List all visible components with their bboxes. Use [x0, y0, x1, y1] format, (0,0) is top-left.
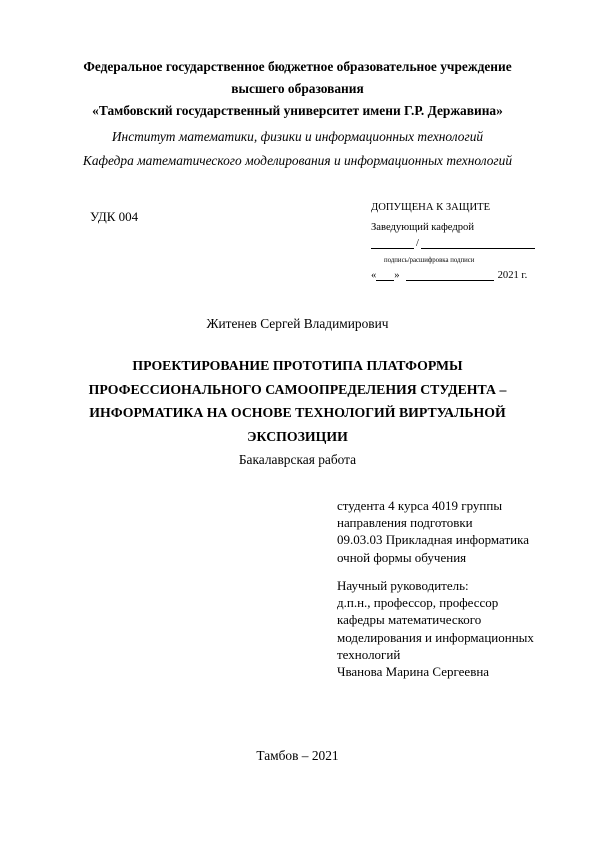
advisor-line: моделирования и информационных	[337, 629, 534, 645]
advisor-line: кафедры математического	[337, 612, 482, 628]
student-line: 09.03.03 Прикладная информатика	[337, 532, 529, 548]
city-year: Тамбов – 2021	[256, 748, 339, 763]
signature-blank	[371, 238, 414, 249]
signature-caption: подпись/расшифровка подписи	[384, 257, 475, 264]
university-name: «Тамбовский государственный университет имени Г.Р. Державина»	[92, 103, 503, 118]
approval-year: 2021 г.	[497, 270, 528, 281]
institution-line-2: высшего образования	[231, 81, 364, 96]
advisor-info	[337, 577, 534, 680]
student-line: направления подготовки	[337, 515, 473, 531]
month-blank	[406, 270, 494, 281]
title-line: ЭКСПОЗИЦИИ	[247, 428, 348, 444]
department-name: Кафедра математического моделирования и информационных технологий	[82, 153, 513, 168]
name-blank	[421, 238, 535, 249]
title-line: ИНФОРМАТИКА НА ОСНОВЕ ТЕХНОЛОГИЙ ВИРТУАЛЬНОЙ	[89, 405, 506, 420]
approval-head: Заведующий кафедрой	[371, 222, 475, 233]
thesis-title	[72, 354, 523, 448]
student-line: очной формы обучения	[337, 549, 467, 565]
title-line: ПРОЕКТИРОВАНИЕ ПРОТОТИПА ПЛАТФОРМЫ	[132, 358, 463, 373]
advisor-line: д.п.н., профессор, профессор	[337, 595, 499, 611]
work-type: Бакалаврская работа	[238, 452, 357, 467]
author-name: Житенев Сергей Владимирович	[206, 316, 389, 331]
date-close-quote: »	[394, 270, 400, 281]
signature-slash: /	[416, 238, 419, 249]
advisor-line: технологий	[337, 646, 401, 662]
signature-line	[371, 238, 535, 249]
approval-title: ДОПУЩЕНА К ЗАЩИТЕ	[371, 202, 491, 213]
advisor-line: Чванова Марина Сергеевна	[337, 664, 490, 680]
approval-date	[371, 270, 527, 281]
institute-name: Институт математики, физики и информационных технологий	[111, 129, 484, 144]
day-blank	[376, 270, 394, 281]
date-open-quote: «	[371, 270, 377, 281]
institution-line-1: Федеральное государственное бюджетное образовательное учреждение	[83, 59, 512, 74]
student-info	[337, 497, 529, 566]
advisor-line: Научный руководитель:	[337, 578, 469, 593]
student-line: студента 4 курса 4019 группы	[337, 498, 503, 513]
udk-code: УДК 004	[90, 209, 139, 224]
title-line: ПРОФЕССИОНАЛЬНОГО САМООПРЕДЕЛЕНИЯ СТУДЕНТА –	[88, 381, 507, 397]
